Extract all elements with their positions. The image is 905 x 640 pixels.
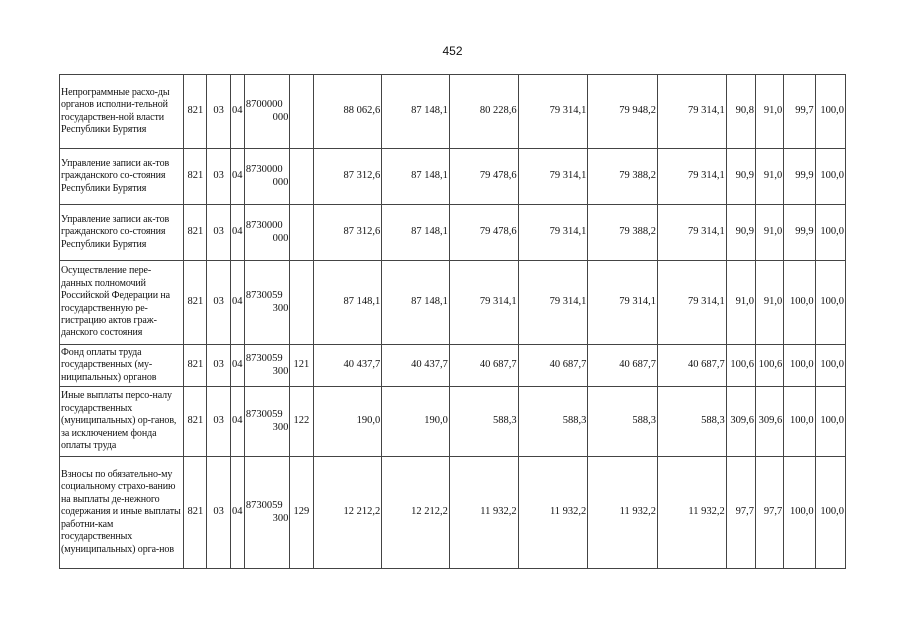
amount-cell-5: 588,3 [588,387,658,457]
grbs-cell: 821 [184,457,207,569]
section-cell: 03 [207,345,230,387]
percent-cell-1: 90,9 [726,205,755,261]
target-article-line1: 8730000 [245,164,283,176]
target-article-cell [244,205,289,261]
amount-cell-6: 79 314,1 [658,261,727,345]
amount-cell-1: 40 437,7 [313,345,382,387]
table-row [60,75,846,149]
expense-type-cell [290,75,313,149]
amount-cell-3: 79 478,6 [449,149,518,205]
expense-type-cell: 122 [290,387,313,457]
grbs-cell: 821 [184,149,207,205]
amount-cell-3: 40 687,7 [449,345,518,387]
target-article-cell [244,75,289,149]
subsection-cell: 04 [230,75,244,149]
percent-cell-4: 100,0 [815,149,845,205]
amount-cell-4: 79 314,1 [518,205,588,261]
section-cell: 03 [207,149,230,205]
amount-cell-1: 88 062,6 [313,75,382,149]
amount-cell-3: 80 228,6 [449,75,518,149]
percent-cell-3: 99,7 [784,75,815,149]
expense-type-cell: 121 [290,345,313,387]
percent-cell-2: 309,6 [756,387,784,457]
amount-cell-6: 11 932,2 [658,457,727,569]
grbs-cell: 821 [184,75,207,149]
percent-cell-4: 100,0 [815,261,845,345]
percent-cell-4: 100,0 [815,205,845,261]
percent-cell-3: 100,0 [784,457,815,569]
amount-cell-4: 11 932,2 [518,457,588,569]
amount-cell-4: 79 314,1 [518,75,588,149]
percent-cell-3: 100,0 [784,345,815,387]
amount-cell-6: 588,3 [658,387,727,457]
percent-cell-2: 91,0 [756,261,784,345]
amount-cell-1: 87 148,1 [313,261,382,345]
subsection-cell: 04 [230,345,244,387]
percent-cell-4: 100,0 [815,75,845,149]
amount-cell-4: 588,3 [518,387,588,457]
target-article-line2: 300 [272,421,289,433]
amount-cell-5: 11 932,2 [588,457,658,569]
section-cell: 03 [207,261,230,345]
target-article-cell [244,457,289,569]
amount-cell-3: 11 932,2 [449,457,518,569]
amount-cell-5: 79 388,2 [588,205,658,261]
expense-name-cell: Иные выплаты персо-налу государственных (муниципальных) ор-ганов, за исключением фонда оплаты труда [60,387,184,457]
target-article-line1: 8700000 [245,99,283,111]
amount-cell-1: 87 312,6 [313,205,382,261]
target-article-line1: 8730059 [245,500,283,512]
amount-cell-5: 40 687,7 [588,345,658,387]
target-article-line2: 300 [272,365,289,377]
section-cell: 03 [207,75,230,149]
grbs-cell: 821 [184,205,207,261]
subsection-cell: 04 [230,457,244,569]
amount-cell-2: 87 148,1 [382,75,450,149]
amount-cell-2: 87 148,1 [382,149,450,205]
expense-type-cell [290,261,313,345]
amount-cell-6: 79 314,1 [658,75,727,149]
expense-name-cell: Управление записи ак-тов гражданского со-стояния Республики Бурятия [60,205,184,261]
percent-cell-2: 91,0 [756,149,784,205]
amount-cell-2: 12 212,2 [382,457,450,569]
expense-name-cell: Фонд оплаты труда государственных (му-ниципальных) органов [60,345,184,387]
percent-cell-4: 100,0 [815,345,845,387]
target-article-cell [244,149,289,205]
percent-cell-1: 97,7 [726,457,755,569]
target-article-line1: 8730000 [245,220,283,232]
target-article-line2: 000 [272,111,289,123]
target-article-cell [244,387,289,457]
target-article-line1: 8730059 [245,409,283,421]
grbs-cell: 821 [184,261,207,345]
percent-cell-3: 99,9 [784,149,815,205]
table-row [60,261,846,345]
section-cell: 03 [207,387,230,457]
amount-cell-5: 79 388,2 [588,149,658,205]
amount-cell-4: 79 314,1 [518,261,588,345]
subsection-cell: 04 [230,387,244,457]
expense-type-cell: 129 [290,457,313,569]
percent-cell-2: 100,6 [756,345,784,387]
amount-cell-2: 190,0 [382,387,450,457]
section-cell: 03 [207,205,230,261]
percent-cell-2: 91,0 [756,205,784,261]
percent-cell-4: 100,0 [815,387,845,457]
section-cell: 03 [207,457,230,569]
amount-cell-6: 40 687,7 [658,345,727,387]
amount-cell-4: 40 687,7 [518,345,588,387]
percent-cell-1: 90,9 [726,149,755,205]
table-row [60,205,846,261]
table-row [60,345,846,387]
expense-name-cell: Управление записи ак-тов гражданского со-стояния Республики Бурятия [60,149,184,205]
target-article-cell [244,261,289,345]
expense-name-cell: Непрограммные расхо-ды органов исполни-тельной государствен-ной власти Республики Бурятия [60,75,184,149]
amount-cell-4: 79 314,1 [518,149,588,205]
amount-cell-1: 190,0 [313,387,382,457]
percent-cell-3: 99,9 [784,205,815,261]
amount-cell-3: 79 478,6 [449,205,518,261]
target-article-line2: 000 [272,232,289,244]
expense-name-cell: Взносы по обязательно-му социальному страхо-ванию на выплаты де-нежного содержания и иные выплаты работни-кам государственных (муниципальных) орга-нов [60,457,184,569]
percent-cell-3: 100,0 [784,261,815,345]
amount-cell-5: 79 948,2 [588,75,658,149]
amount-cell-3: 79 314,1 [449,261,518,345]
subsection-cell: 04 [230,261,244,345]
target-article-cell [244,345,289,387]
table-row [60,149,846,205]
table-row [60,457,846,569]
subsection-cell: 04 [230,149,244,205]
amount-cell-5: 79 314,1 [588,261,658,345]
amount-cell-1: 87 312,6 [313,149,382,205]
percent-cell-1: 100,6 [726,345,755,387]
amount-cell-6: 79 314,1 [658,149,727,205]
percent-cell-2: 97,7 [756,457,784,569]
amount-cell-1: 12 212,2 [313,457,382,569]
target-article-line2: 000 [272,176,289,188]
subsection-cell: 04 [230,205,244,261]
amount-cell-3: 588,3 [449,387,518,457]
table-row [60,387,846,457]
expense-type-cell [290,205,313,261]
amount-cell-2: 40 437,7 [382,345,450,387]
target-article-line1: 8730059 [245,353,283,365]
amount-cell-2: 87 148,1 [382,261,450,345]
percent-cell-1: 90,8 [726,75,755,149]
percent-cell-1: 309,6 [726,387,755,457]
page-number: 452 [442,44,463,58]
amount-cell-2: 87 148,1 [382,205,450,261]
amount-cell-6: 79 314,1 [658,205,727,261]
budget-table [59,74,846,569]
target-article-line1: 8730059 [245,290,283,302]
percent-cell-1: 91,0 [726,261,755,345]
grbs-cell: 821 [184,345,207,387]
grbs-cell: 821 [184,387,207,457]
target-article-line2: 300 [272,302,289,314]
percent-cell-4: 100,0 [815,457,845,569]
percent-cell-3: 100,0 [784,387,815,457]
expense-name-cell: Осуществление пере-данных полномочий Российской Федерации на государственную ре-гистрацию актов граж-данского состояния [60,261,184,345]
expense-type-cell [290,149,313,205]
target-article-line2: 300 [272,512,289,524]
percent-cell-2: 91,0 [756,75,784,149]
